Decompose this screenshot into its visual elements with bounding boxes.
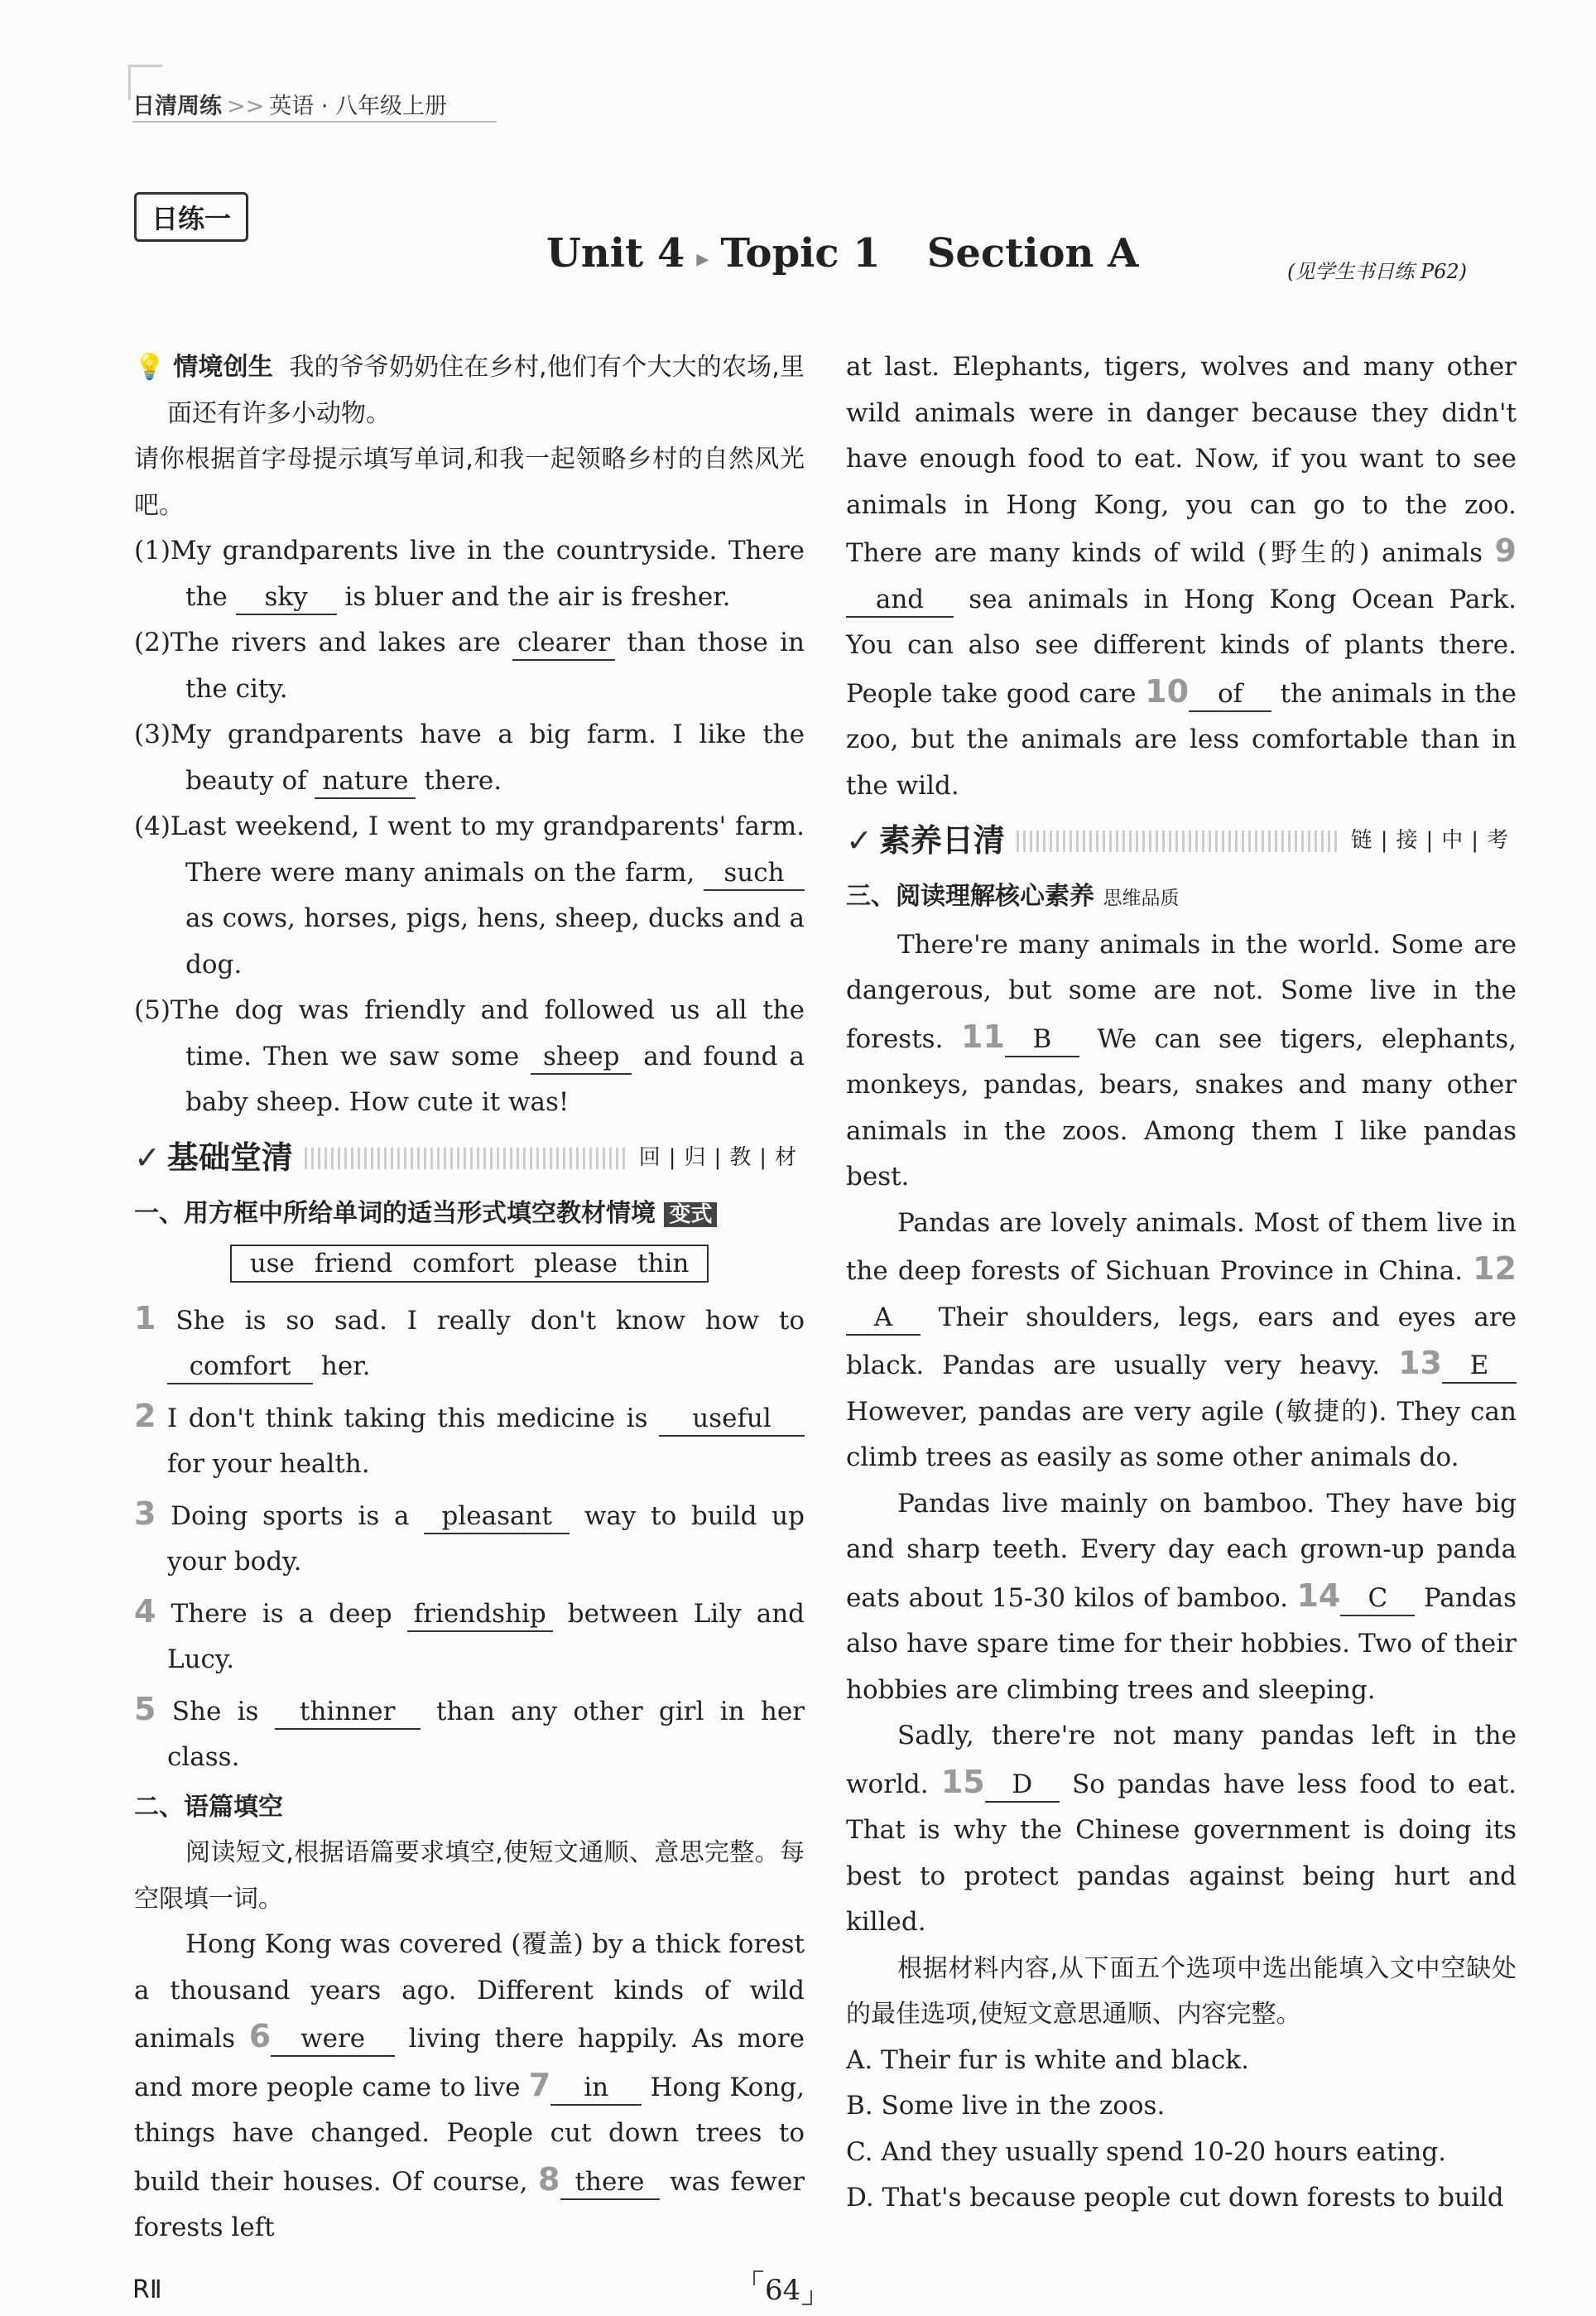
variant-chip: 变式 xyxy=(664,1202,717,1227)
reading-text: There're many animals in the world. Some are dangerous, but some are not. Some live in the forests. xyxy=(846,929,1517,1054)
reading-text: We can see tigers, elephants, monkeys, pandas, bears, snakes and many other animals in the zoos. Among them I like pandas best. xyxy=(846,1023,1517,1192)
intro-item xyxy=(134,712,805,804)
item-text: The dog was friendly and followed us all the time. Then we saw some xyxy=(170,995,805,1071)
unit-label: Unit 4 xyxy=(546,230,685,277)
item-text: is bluer and the air is fresher. xyxy=(336,581,731,612)
literacy-banner xyxy=(846,816,1517,867)
answer-blank[interactable]: sheep xyxy=(531,1040,632,1075)
answer-blank[interactable]: were xyxy=(271,2022,395,2057)
item-number: (3) xyxy=(134,720,171,749)
reading-para-2 xyxy=(846,1201,1517,1481)
item-text: there. xyxy=(416,765,502,796)
item-text: than those in the city. xyxy=(185,628,805,704)
item-number: 3 xyxy=(134,1495,156,1532)
answer-blank[interactable]: clearer xyxy=(512,626,615,661)
reading-text: Sadly, there're not many pandas left in the world. xyxy=(846,1721,1517,1799)
item-number: (2) xyxy=(134,628,171,657)
page-title xyxy=(546,230,1138,277)
check-icon: ✓ xyxy=(846,822,873,859)
answer-blank[interactable]: A xyxy=(846,1301,921,1336)
intro-item xyxy=(134,804,805,988)
item-text: She is so sad. I really don't know how to xyxy=(175,1305,805,1336)
word-box xyxy=(230,1245,709,1283)
part3-note: 核心素养 xyxy=(995,882,1094,911)
part2-heading: 二、语篇填空 xyxy=(134,1792,283,1822)
exercise-item xyxy=(134,1296,805,1390)
item-text: The rivers and lakes are xyxy=(170,628,512,657)
word-option: comfort xyxy=(412,1249,515,1278)
part2-instruction: 阅读短文,根据语篇要求填空,使短文通顺、意思完整。每空限填一词。 xyxy=(134,1838,805,1914)
blank-number: 13 xyxy=(1398,1345,1442,1381)
subject-name: 英语 · 八年级上册 xyxy=(269,94,447,119)
cloze-continued xyxy=(846,344,1517,809)
reading-text: Pandas are lovely animals. Most of them live in the deep forests of Sichuan Province in China. xyxy=(846,1207,1517,1286)
cloze-text: the animals in the zoo, but the animals are less comfortable than in the wild. xyxy=(846,678,1517,801)
exercise-item xyxy=(134,1687,805,1781)
intro-item xyxy=(134,528,805,620)
cloze-passage xyxy=(134,1922,805,2251)
item-text: her. xyxy=(313,1351,371,1381)
reading-instruction: 根据材料内容,从下面五个选项中选出能填入文中空缺处的最佳选项,使短文意思通顺、内容完整。 xyxy=(846,1953,1517,2029)
item-text: She is xyxy=(171,1696,275,1726)
blank-number: 10 xyxy=(1145,672,1190,710)
answer-blank[interactable]: pleasant xyxy=(424,1500,570,1534)
answer-blank[interactable]: D xyxy=(985,1768,1060,1803)
cloze-text: at last. Elephants, tigers, wolves and many other wild animals were in danger because they didn't have enough food to eat. Now, if you want to see animals in Hong Kong, you can go to the zoo. There are many kinds of wild (野生的) animals xyxy=(846,352,1517,568)
option-item: D. That's because people cut down forests to build xyxy=(846,2183,1504,2212)
exercise-item xyxy=(134,1394,805,1488)
item-number: (1) xyxy=(134,536,171,566)
answer-blank[interactable]: nature xyxy=(315,764,416,799)
basic-banner-tag: 回|归|教|材 xyxy=(638,1144,805,1170)
option-item: C. And they usually spend 10-20 hours eating. xyxy=(846,2136,1447,2167)
banner-pattern xyxy=(1017,831,1339,852)
intro-scenario xyxy=(134,344,805,436)
reading-text: Their shoulders, legs, ears and eyes are black. Pandas are usually very heavy. xyxy=(846,1302,1517,1380)
blank-number: 11 xyxy=(961,1018,1005,1055)
answer-blank[interactable]: in xyxy=(550,2071,642,2106)
cloze-text: Hong Kong, things have changed. People cut down trees to build their houses. Of course, xyxy=(134,2072,805,2197)
blank-number: 9 xyxy=(1494,532,1517,569)
reading-text: So pandas have less food to eat. That is why the Chinese government is doing its best to protect pandas against being hurt and killed. xyxy=(846,1769,1517,1937)
word-option: please xyxy=(534,1249,618,1278)
item-number: 2 xyxy=(134,1397,156,1434)
basic-banner xyxy=(134,1133,805,1184)
answer-blank[interactable]: B xyxy=(1005,1023,1079,1057)
item-text: My grandparents have a big farm. I like the beauty of xyxy=(170,720,805,796)
item-text: My grandparents live in the countryside. There the xyxy=(170,536,805,612)
intro-items xyxy=(134,528,805,1126)
blank-number: 12 xyxy=(1473,1250,1517,1287)
option-item: A. Their fur is white and black. xyxy=(846,2044,1249,2075)
book-name: 日清周练 xyxy=(132,94,222,119)
cloze-text: Hong Kong was covered (覆盖) by a thick forest a thousand years ago. Different kinds of wild animals xyxy=(134,1929,805,2054)
edition-code: RⅡ xyxy=(132,2275,162,2304)
item-text: between Lily and Lucy. xyxy=(167,1598,805,1674)
intro-item xyxy=(134,620,805,712)
item-text: Doing sports is a xyxy=(171,1500,425,1531)
intro-line2: 请你根据首字母提示填写单词,和我一起领略乡村的自然风光吧。 xyxy=(134,445,805,520)
answer-blank[interactable]: friendship xyxy=(407,1597,553,1632)
item-text: I don't think taking this medicine is xyxy=(166,1403,660,1433)
item-number: 4 xyxy=(134,1592,156,1630)
word-option: friend xyxy=(314,1249,393,1278)
cloze-text: living there happily. As more and more people came to live xyxy=(134,2024,805,2102)
literacy-banner-tag: 链|接|中|考 xyxy=(1350,828,1517,854)
basic-banner-title: 基础堂清 xyxy=(166,1139,293,1176)
cloze-text: was fewer forests left xyxy=(134,2166,805,2242)
header-rule xyxy=(132,121,497,123)
answer-blank[interactable]: E xyxy=(1442,1349,1517,1384)
part1-note: 教材情境 xyxy=(556,1198,656,1228)
topic-label: Topic 1 xyxy=(720,230,881,277)
item-text: Last weekend, I went to my grandparents' farm. There were many animals on the farm, xyxy=(170,811,805,888)
left-column xyxy=(134,344,805,2251)
check-icon: ✓ xyxy=(134,1139,161,1176)
intro-line1: 我的爷爷奶奶住在乡村,他们有个大大的农场,里面还有许多小动物。 xyxy=(167,353,805,428)
daily-tag: 日练一 xyxy=(134,192,248,242)
reading-para-1 xyxy=(846,922,1517,1201)
banner-pattern xyxy=(305,1148,627,1169)
header-arrow: >> xyxy=(227,94,265,119)
basic-items xyxy=(134,1296,805,1781)
reading-para-3 xyxy=(846,1481,1517,1714)
blank-number: 8 xyxy=(538,2160,560,2198)
part3-heading xyxy=(846,874,1517,922)
answer-blank[interactable]: there xyxy=(560,2165,660,2200)
exercise-item xyxy=(134,1491,805,1586)
options-list xyxy=(846,2038,1517,2222)
student-book-ref: (见学生书日练 P62) xyxy=(1287,260,1468,283)
answer-blank[interactable]: such xyxy=(704,856,805,891)
cloze-text: sea animals in Hong Kong Ocean Park. You can also see different kinds of plants there. People take good care xyxy=(846,584,1517,709)
item-text: for your health. xyxy=(167,1449,370,1479)
item-text: as cows, horses, pigs, hens, sheep, ducks and a dog. xyxy=(185,903,805,980)
reading-text: However, pandas are very agile (敏捷的). They can climb trees as easily as some other animals do. xyxy=(846,1396,1517,1472)
right-column xyxy=(846,344,1517,2222)
blank-number: 7 xyxy=(528,2066,551,2103)
word-option: use xyxy=(249,1249,295,1278)
running-header xyxy=(132,88,447,120)
item-text: and found a baby sheep. How cute it was! xyxy=(185,1041,805,1117)
blank-number: 6 xyxy=(248,2018,272,2054)
item-number: (5) xyxy=(134,995,171,1025)
intro-label: 情境创生 xyxy=(173,353,273,382)
page-number: 64 xyxy=(765,2274,801,2307)
reading-text: Pandas live mainly on bamboo. They have big and sharp teeth. Every day each grown-up panda eats about 15-30 kilos of bamboo. xyxy=(846,1488,1517,1613)
answer-blank[interactable]: useful xyxy=(659,1402,805,1437)
item-text: way to build up your body. xyxy=(167,1500,805,1577)
answer-blank[interactable]: and xyxy=(846,583,954,618)
answer-blank[interactable]: C xyxy=(1340,1582,1415,1616)
item-text: There is a deep xyxy=(171,1598,407,1629)
play-arrow-icon: ▸ xyxy=(696,244,709,273)
item-text: than any other girl in her class. xyxy=(167,1696,805,1772)
item-number: 1 xyxy=(134,1299,156,1336)
exercise-item xyxy=(134,1589,805,1683)
item-number: (4) xyxy=(134,811,171,841)
answer-blank[interactable]: comfort xyxy=(167,1350,313,1384)
blank-number: 14 xyxy=(1296,1577,1341,1614)
intro-item xyxy=(134,988,805,1126)
part1-heading xyxy=(134,1191,805,1239)
item-number: 5 xyxy=(134,1690,156,1727)
blank-number: 15 xyxy=(940,1763,985,1800)
lightbulb-icon: 💡 xyxy=(134,353,166,382)
reading-text: Pandas also have spare time for their hobbies. Two of their hobbies are climbing trees and sleeping. xyxy=(846,1582,1517,1705)
part3-note2: 思维品质 xyxy=(1103,888,1180,909)
reading-para-4 xyxy=(846,1713,1517,1946)
option-item: B. Some live in the zoos. xyxy=(846,2091,1166,2121)
part3-title: 三、阅读理解 xyxy=(846,882,995,911)
part1-title: 一、用方框中所给单词的适当形式填空 xyxy=(134,1198,556,1228)
answer-blank[interactable]: of xyxy=(1189,677,1272,712)
literacy-banner-title: 素养日清 xyxy=(878,822,1005,859)
word-box-row xyxy=(134,1241,805,1288)
word-option: thin xyxy=(637,1249,690,1278)
answer-blank[interactable]: thinner xyxy=(275,1695,421,1730)
answer-blank[interactable]: sky xyxy=(236,580,337,615)
section-label: Section A xyxy=(926,230,1139,277)
